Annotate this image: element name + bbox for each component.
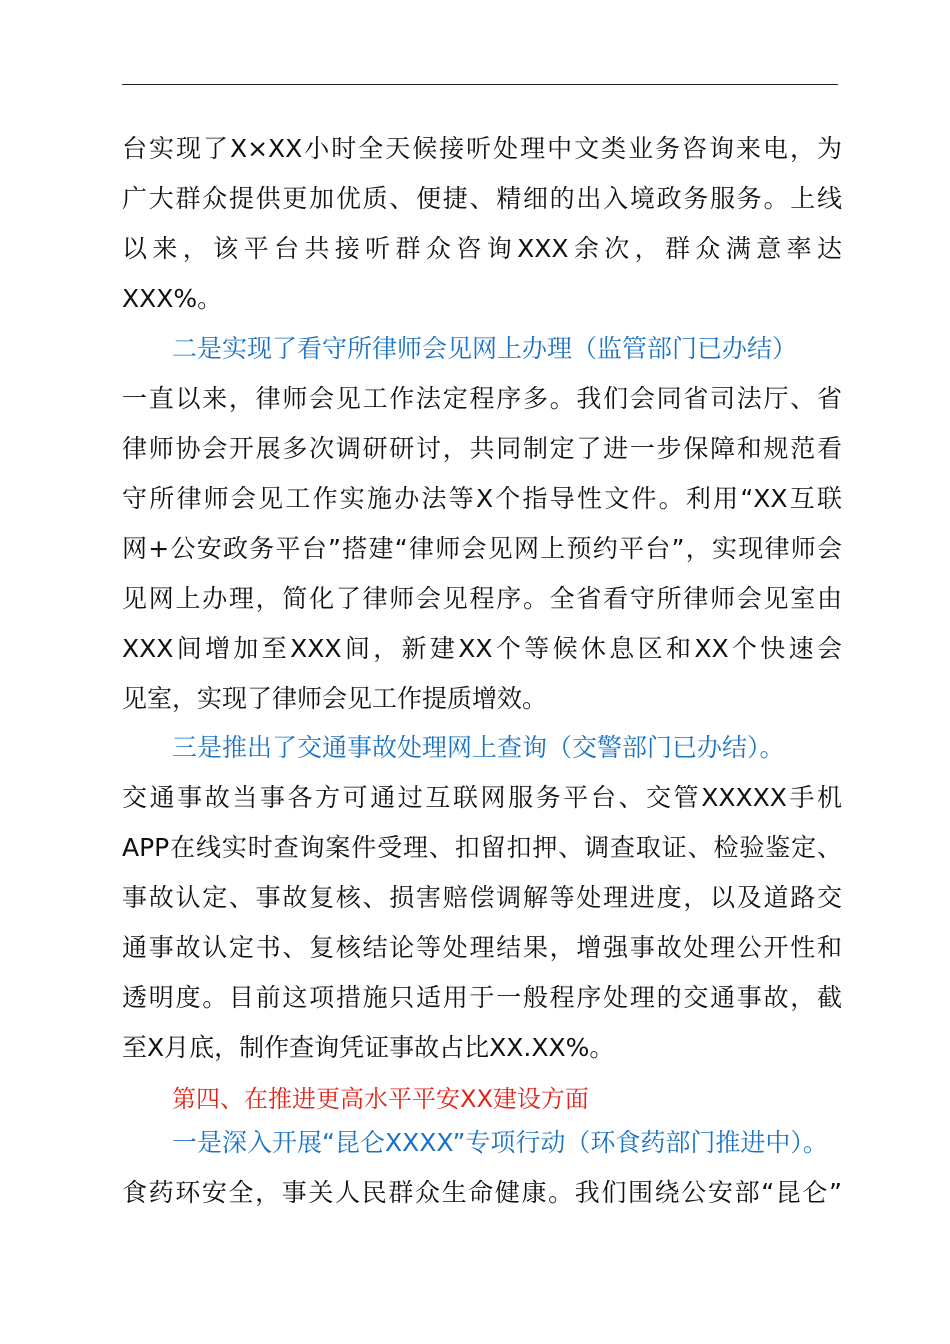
section-heading-blue: 三是推出了交通事故处理网上查询（交警部门已办结）。	[172, 733, 785, 762]
paragraph-line: 守所律师会见工作实施办法等X个指导性文件。利用“XX互联	[122, 484, 842, 513]
section-heading-blue: 一是深入开展“昆仑XXXX”专项行动（环食药部门推进中）。	[172, 1128, 828, 1157]
paragraph-line: XXX%。	[122, 284, 223, 313]
paragraph-line: 台实现了X×XX小时全天候接听处理中文类业务咨询来电，为	[122, 134, 842, 163]
paragraph-line: XXX间增加至XXX间，新建XX个等候休息区和XX个快速会	[122, 634, 842, 663]
paragraph-line: 一直以来，律师会见工作法定程序多。我们会同省司法厅、省	[122, 384, 842, 413]
paragraph-line: APP在线实时查询案件受理、扣留扣押、调查取证、检验鉴定、	[122, 833, 842, 862]
paragraph-line: 至X月底，制作查询凭证事故占比XX.XX%。	[122, 1033, 615, 1062]
paragraph-line: 广大群众提供更加优质、便捷、精细的出入境政务服务。上线	[122, 184, 842, 213]
paragraph-line: 事故认定、事故复核、损害赔偿调解等处理进度，以及道路交	[122, 883, 842, 912]
paragraph-line: 通事故认定书、复核结论等处理结果，增强事故处理公开性和	[122, 933, 842, 962]
paragraph-line: 以来，该平台共接听群众咨询XXX余次，群众满意率达	[122, 234, 842, 263]
paragraph-line: 交通事故当事各方可通过互联网服务平台、交管XXXXX手机	[122, 783, 842, 812]
section-heading-blue: 二是实现了看守所律师会见网上办理（监管部门已办结）	[172, 334, 798, 363]
paragraph-line: 透明度。目前这项措施只适用于一般程序处理的交通事故，截	[122, 983, 842, 1012]
paragraph-line: 见网上办理，简化了律师会见程序。全省看守所律师会见室由	[122, 584, 842, 613]
paragraph-line: 食药环安全，事关人民群众生命健康。我们围绕公安部“昆仑”	[122, 1178, 842, 1207]
paragraph-line: 网+公安政务平台”搭建“律师会见网上预约平台”，实现律师会	[122, 534, 842, 563]
paragraph-line: 律师协会开展多次调研研讨，共同制定了进一步保障和规范看	[122, 434, 842, 463]
header-rule	[122, 84, 838, 85]
paragraph-line: 见室，实现了律师会见工作提质增效。	[122, 684, 548, 713]
chapter-heading-red: 第四、在推进更高水平平安XX建设方面	[172, 1085, 589, 1113]
